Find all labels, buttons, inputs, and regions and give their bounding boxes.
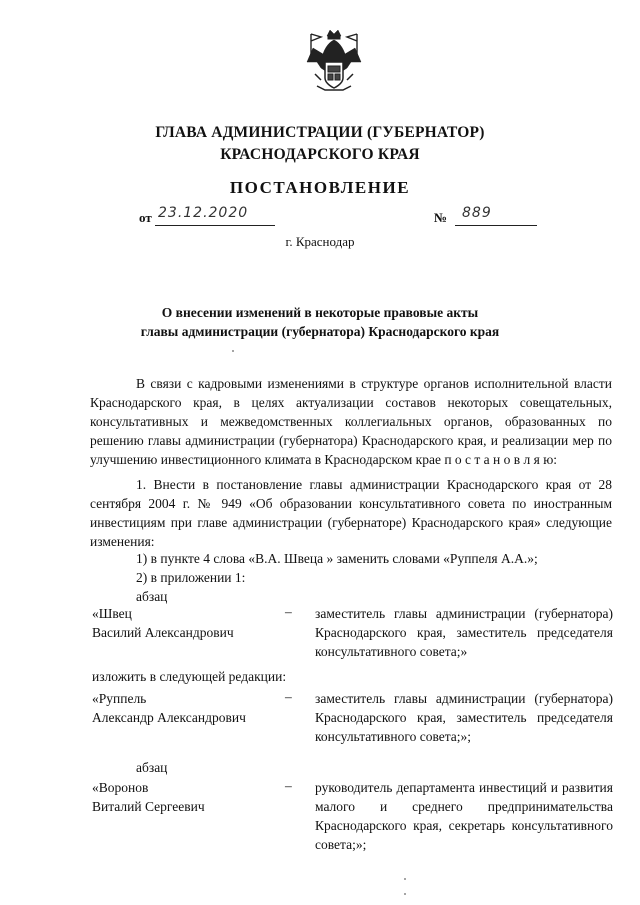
date-prefix: от xyxy=(139,210,152,225)
number-underline xyxy=(455,225,537,226)
entry3-dash: – xyxy=(285,778,292,793)
date-value: 23.12.2020 xyxy=(158,205,249,221)
organization-title-line1: ГЛАВА АДМИНИСТРАЦИИ (ГУБЕРНАТОР) xyxy=(155,124,485,141)
entry1-name xyxy=(92,604,292,642)
intro-paragraph: В связи с кадровыми изменениями в структуре органов исполнительной власти Краснодарского края, в целях актуализации составов некоторых совещательных, консультативных и межведомственных коллегиальных органов, образованных по решению главы администрации (губернатора) Краснодарского края, и реализации мер по улучшению инвестиционного климата в Краснодарском крае п о с т а н о в л я ю: xyxy=(90,376,612,467)
subitem-2: 2) в приложении 1: xyxy=(136,570,246,585)
abzac-label-2: абзац xyxy=(136,760,168,775)
scan-speck xyxy=(404,878,406,880)
entry2-role: заместитель главы администрации (губернатора) Краснодарского края, заместитель председателя консультативного совета;»; xyxy=(315,691,613,744)
entry2-name-text: «Руппель Александр Александрович xyxy=(92,691,246,725)
entry1-role: заместитель главы администрации (губернатора) Краснодарского края, заместитель председателя консультативного совета;» xyxy=(315,606,613,659)
document-type-title: ПОСТАНОВЛЕНИЕ xyxy=(229,178,411,197)
entry1-name-text: «Швец Василий Александрович xyxy=(92,606,234,640)
subject-line1: О внесении изменений в некоторые правовые акты xyxy=(161,305,479,320)
city-line: г. Краснодар xyxy=(285,234,355,249)
subitem-1: 1) в пункте 4 слова «В.А. Швеца » заменить словами «Руппеля А.А.»; xyxy=(136,551,538,566)
scan-speck xyxy=(232,350,234,352)
entry3-role: руководитель департамента инвестиций и развития малого и среднего предпринимательства Краснодарского края, секретарь консультативного совета;»; xyxy=(315,780,613,852)
entry3-name-text: «Воронов Виталий Сергеевич xyxy=(92,780,205,814)
entry1-dash: – xyxy=(285,604,292,619)
coat-of-arms-emblem xyxy=(303,28,365,94)
subject-line2: главы администрации (губернатора) Краснодарского края xyxy=(140,324,500,339)
entry2-dash: – xyxy=(285,689,292,704)
scan-speck xyxy=(404,893,406,895)
organization-title-line2: КРАСНОДАРСКОГО КРАЯ xyxy=(220,146,420,163)
date-underline xyxy=(155,225,275,226)
item-1-paragraph: 1. Внести в постановление главы администрации Краснодарского края от 28 сентября 2004 г. № 949 «Об образовании консультативного совета по иностранным инвестициям при главе администрации (губернаторе) Краснодарского края» следующие изменения: xyxy=(90,477,612,549)
number-value: 889 xyxy=(462,205,492,221)
entry3-name xyxy=(92,778,292,816)
number-prefix: № xyxy=(434,210,448,225)
entry2-name xyxy=(92,689,292,727)
abzac-label-1: абзац xyxy=(136,589,168,604)
replace-text: изложить в следующей редакции: xyxy=(92,669,287,684)
